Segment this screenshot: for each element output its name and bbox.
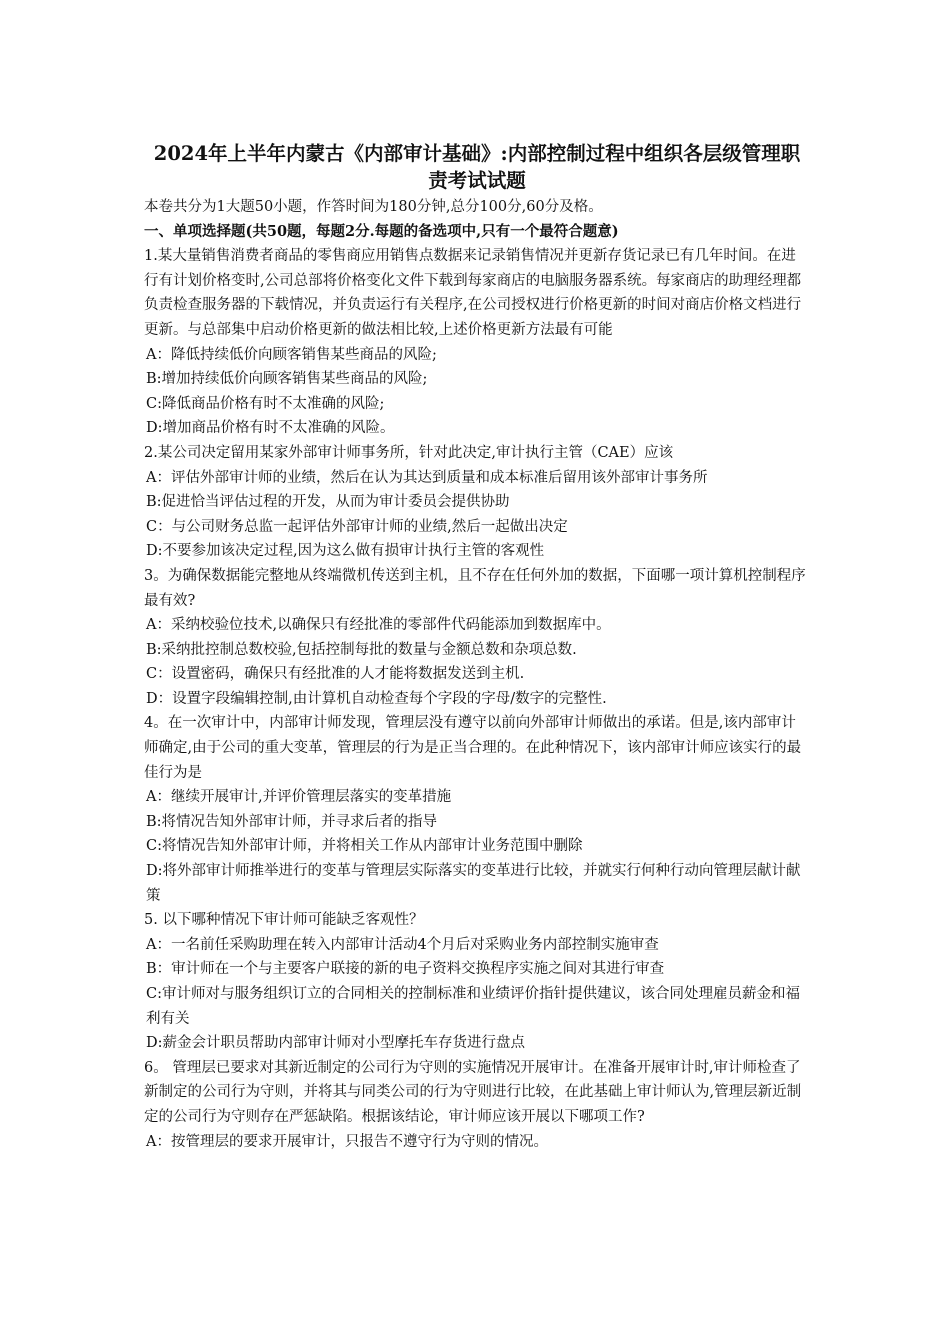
option-c: C:审计师对与服务组织订立的合同相关的控制标准和业绩评价指针提供建议，该合同处理雇员薪金和福利有关 <box>146 986 800 1027</box>
option-b: B：审计师在一个与主要客户联接的新的电子资料交换程序实施之间对其进行审查 <box>146 961 665 978</box>
question-text: 5. 以下哪种情况下审计师可能缺乏客观性？ <box>144 912 424 929</box>
section-heading: 一、单项选择题(共50题，每题2分.每题的备选项中,只有一个最符合题意) <box>144 222 619 240</box>
option-b: B:促进恰当评估过程的开发，从而为审计委员会提供协助 <box>146 494 510 511</box>
question-text: 2.某公司决定留用某家外部审计师事务所，针对此决定,审计执行主管（CAE）应该 <box>144 444 674 461</box>
question-text: 3。为确保数据能完整地从终端微机传送到主机，且不存在任何外加的数据，下面哪一项计算机控制程序最有效? <box>144 567 806 609</box>
option-a: A：继续开展审计,并评价管理层落实的变革措施 <box>146 789 452 806</box>
option-d: D:将外部审计师推举进行的变革与管理层实际落实的变革进行比较，并就实行何种行动向管理层献计献策 <box>146 863 801 904</box>
option-b: B:增加持续低价向顾客销售某些商品的风险; <box>146 371 428 388</box>
question-3 <box>144 564 810 712</box>
option-c: C：与公司财务总监一起评估外部审计师的业绩,然后一起做出决定 <box>146 518 568 535</box>
option-a: A：采纳校验位技术,以确保只有经批准的零部件代码能添加到数据库中。 <box>146 617 611 634</box>
option-d: D:不要参加该决定过程,因为这么做有损审计执行主管的客观性 <box>146 543 545 560</box>
option-a: A：降低持续低价向顾客销售某些商品的风险; <box>146 346 437 363</box>
option-c: C：设置密码，确保只有经批准的人才能将数据发送到主机. <box>146 666 525 683</box>
option-a: A：按管理层的要求开展审计，只报告不遵守行为守则的情况。 <box>146 1133 548 1150</box>
question-text: 6。 管理层已要求对其新近制定的公司行为守则的实施情况开展审计。在准备开展审计时,审计师检查了新制定的公司行为守则，并将其与同类公司的行为守则进行比较，在此基础上审计师认为,管理层新近制定的公司行为守则存在严惩缺陷。根据该结论，审计师应该开展以下哪项工作? <box>144 1059 802 1125</box>
document-body <box>144 140 810 1154</box>
option-a: A：评估外部审计师的业绩，然后在认为其达到质量和成本标准后留用该外部审计事务所 <box>146 469 708 486</box>
question-text: 1.某大量销售消费者商品的零售商应用销售点数据来记录销售情况并更新存货记录已有几年时间。在进行有计划价格变时,公司总部将价格变化文件下载到每家商店的电脑服务器系统。每家商店的助理经理都负责检查服务器的下载情况，并负责运行有关程序,在公司授权进行价格更新的时间对商店价格文档进行更新。与总部集中启动价格更新的做法相比较,上述价格更新方法最有可能 <box>144 248 802 338</box>
question-2 <box>144 441 810 564</box>
option-d: D：设置字段编辑控制,由计算机自动检查每个字段的字母/数字的完整性. <box>146 690 607 707</box>
option-c: C:将情况告知外部审计师，并将相关工作从内部审计业务范围中删除 <box>146 838 583 855</box>
document-title: 2024年上半年内蒙古《内部审计基础》:内部控制过程中组织各层级管理职责考试试题 <box>153 142 801 192</box>
option-d: D:薪金会计职员帮助内部审计师对小型摩托车存货进行盘点 <box>146 1035 526 1052</box>
question-text: 4。在一次审计中，内部审计师发现，管理层没有遵守以前向外部审计师做出的承诺。但是,该内部审计师确定,由于公司的重大变革，管理层的行为是正当合理的。在此种情况下，该内部审计师应该实行的最佳行为是 <box>144 715 802 781</box>
question-4 <box>144 711 810 908</box>
question-1 <box>144 244 810 441</box>
question-6 <box>144 1056 810 1154</box>
option-b: B:将情况告知外部审计师，并寻求后者的指导 <box>146 813 438 830</box>
question-5 <box>144 908 810 1056</box>
option-d: D:增加商品价格有时不太准确的风险。 <box>146 420 395 437</box>
option-b: B:采纳批控制总数校验,包括控制每批的数量与金额总数和杂项总数. <box>146 641 577 658</box>
exam-intro: 本卷共分为1大题50小题，作答时间为180分钟,总分100分,60分及格。 <box>144 199 603 215</box>
option-a: A：一名前任采购助理在转入内部审计活动4个月后对采购业务内部控制实施审查 <box>146 936 659 953</box>
option-c: C:降低商品价格有时不太准确的风险; <box>146 395 385 412</box>
